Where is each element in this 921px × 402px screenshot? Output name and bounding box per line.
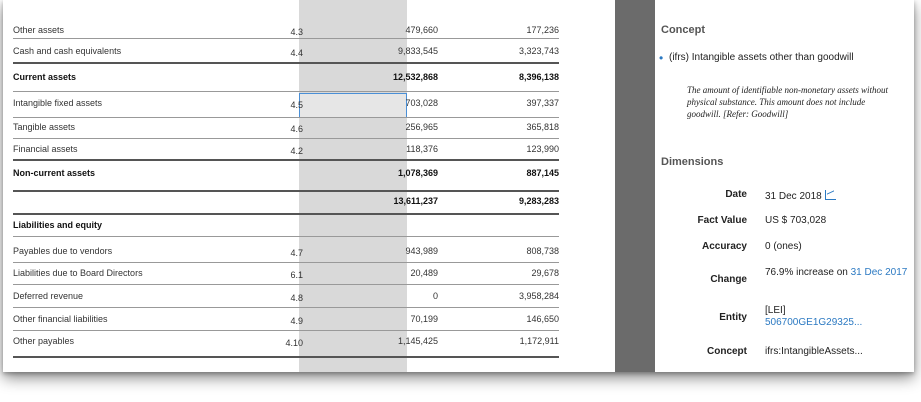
row-value-2018[interactable]: 703,028 [405, 98, 438, 108]
row-value-2017[interactable]: 365,818 [526, 122, 559, 132]
divider [13, 330, 559, 331]
concept-heading: Concept [661, 24, 705, 36]
row-label: Liabilities and equity [13, 220, 103, 230]
row-value-2017[interactable]: 177,236 [526, 25, 559, 35]
fact-value-key: Fact Value [697, 215, 747, 226]
row-value-2017[interactable]: 9,283,283 [518, 196, 559, 206]
concept-key: Concept [707, 346, 747, 357]
row-label: Current assets [13, 72, 77, 82]
row-label: Liabilities due to Board Directors [13, 268, 143, 278]
date-value: 31 Dec 2018 [765, 191, 822, 202]
accuracy-key: Accuracy [701, 241, 747, 252]
row-value-2018[interactable]: 1,078,369 [397, 168, 438, 178]
row-label: Financial assets [13, 144, 78, 154]
divider [13, 284, 559, 285]
row-label: Other assets [13, 25, 65, 35]
change-key: Change [710, 274, 747, 285]
row-value-2017[interactable]: 1,172,911 [519, 336, 559, 346]
row-note: 4.9 [290, 316, 303, 326]
row-value-2017[interactable]: 8,396,138 [518, 72, 559, 82]
viewer-frame [3, 0, 914, 372]
row-note: 4.2 [290, 146, 303, 156]
row-value-2017[interactable]: 3,323,743 [518, 46, 559, 56]
row-value-2017[interactable]: 3,958,284 [518, 291, 559, 301]
row-note: 4.6 [290, 124, 303, 134]
divider [13, 307, 559, 308]
divider [13, 356, 559, 358]
row-value-2017[interactable]: 397,337 [526, 98, 559, 108]
entity-key: Entity [719, 312, 747, 323]
change-value: 76.9% increase on [765, 267, 851, 278]
chart-icon[interactable] [825, 190, 836, 200]
row-value-2017[interactable]: 146,650 [526, 314, 559, 324]
row-label: Intangible fixed assets [13, 98, 103, 108]
concept-description: The amount of identifiable non-monetary assets without physical substance. This amount does not include goodwill. [Refer: Goodwill] [687, 85, 888, 119]
row-value-2018[interactable]: 943,989 [405, 246, 438, 256]
row-value-2018[interactable]: 20,489 [410, 268, 438, 278]
entity-id-link[interactable]: 506700GE1G29325... [765, 317, 863, 328]
date-key: Date [725, 189, 747, 200]
row-label: Deferred revenue [13, 291, 84, 301]
row-note: 4.7 [290, 248, 303, 258]
row-label: Other financial liabilities [13, 314, 108, 324]
change-date-link[interactable]: 31 Dec 2017 [850, 267, 908, 278]
dimensions-heading: Dimensions [661, 156, 724, 168]
row-value-2017[interactable]: 808,738 [526, 246, 559, 256]
row-value-2018[interactable]: 70,199 [410, 314, 438, 324]
divider [13, 213, 559, 215]
row-note: 4.10 [285, 338, 303, 348]
divider [13, 117, 559, 118]
divider [13, 138, 559, 139]
divider [13, 62, 559, 64]
row-label: Tangible assets [13, 122, 76, 132]
row-value-2018[interactable]: 9,833,545 [397, 46, 438, 56]
bullet-icon: • [659, 51, 664, 65]
row-note: 4.8 [290, 293, 303, 303]
row-note: 4.4 [290, 48, 303, 58]
row-value-2017[interactable]: 887,145 [526, 168, 559, 178]
divider [13, 236, 559, 237]
concept-list-item[interactable] [659, 51, 889, 65]
concept-name: (ifrs) Intangible assets other than goodwill [669, 52, 854, 63]
row-label: Cash and cash equivalents [13, 46, 122, 56]
concept-value: ifrs:IntangibleAssets... [765, 346, 863, 357]
row-note: 4.5 [290, 100, 303, 110]
row-label: Non-current assets [13, 168, 96, 178]
fact-value: US $ 703,028 [765, 215, 827, 226]
row-value-2017[interactable]: 123,990 [526, 144, 559, 154]
divider [13, 262, 559, 263]
row-value-2018[interactable]: 0 [432, 291, 438, 301]
row-value-2018[interactable]: 12,532,868 [392, 72, 438, 82]
financial-table [3, 0, 603, 372]
divider [13, 91, 559, 92]
row-value-2018[interactable]: 118,376 [406, 144, 438, 154]
row-label: Payables due to vendors [13, 246, 113, 256]
divider [13, 190, 559, 192]
row-note: 4.3 [290, 27, 303, 37]
row-note: 6.1 [290, 270, 303, 280]
row-value-2018[interactable]: 256,965 [405, 122, 438, 132]
entity-scheme: [LEI] [765, 305, 786, 316]
panel-resize-handle[interactable] [615, 0, 655, 372]
fact-inspector-panel [655, 0, 914, 372]
row-value-2018[interactable]: 479,660 [405, 25, 438, 35]
row-value-2018[interactable]: 1,145,425 [397, 336, 438, 346]
row-value-2017[interactable]: 29,678 [531, 268, 559, 278]
row-value-2018[interactable]: 13,611,237 [393, 196, 438, 206]
divider [13, 38, 559, 39]
row-label: Other payables [13, 336, 75, 346]
accuracy-value: 0 (ones) [765, 241, 802, 252]
divider [13, 159, 559, 161]
